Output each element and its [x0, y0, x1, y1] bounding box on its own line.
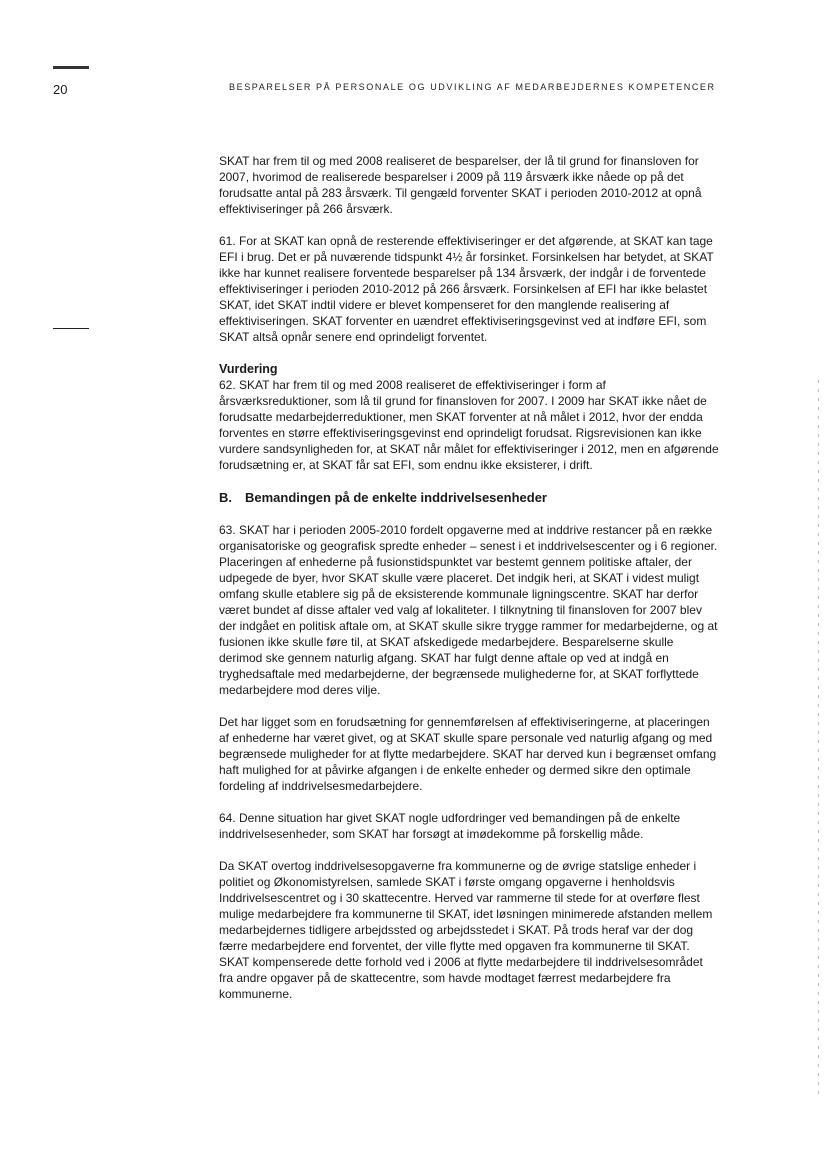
section-heading-b	[219, 489, 719, 506]
scan-edge	[818, 380, 819, 1100]
paragraph-intro: SKAT har frem til og med 2008 realiseret de besparelser, der lå til grund for finansloven for 2007, hvorimod de realiserede besparelser i 2009 på 119 årsværk ikke nåede op på det forudsatte antal på 283 årsværk. Til gengæld forventer SKAT i perioden 2010-2012 at opnå effektiviseringer på 266 årsværk.	[219, 154, 702, 216]
heading-vurdering: Vurdering	[219, 362, 278, 376]
running-title: BESPARELSER PÅ PERSONALE OG UDVIKLING AF MEDARBEJDERNES KOMPETENCER	[229, 82, 716, 92]
paragraph-64: 64. Denne situation har givet SKAT nogle udfordringer ved bemandingen på de enkelte inddrivelsesenheder, som SKAT har forsøgt at imødekomme på forskellig måde.	[219, 811, 681, 841]
document-body	[219, 153, 719, 1018]
paragraph-61: 61. For at SKAT kan opnå de resterende effektiviseringer er det afgørende, at SKAT kan tage EFI i brug. Det er på nuværende tidspunkt 4½ år forsinket. Forsinkelsen har betydet, at SKAT ikke har kunnet realisere forventede besparelser på 134 årsværk, der indgår i de forventede effektiviseringer i perioden 2010-2012 på 266 årsværk. Forsinkelsen af EFI har ikke belastet SKAT, idet SKAT indtil videre er blevet kompenseret for den manglende realisering af effektiviseringen. SKAT forventer en uændret effektiviseringsgevinst ved at indføre EFI, som SKAT altså opnår senere end oprindeligt forventet.	[219, 234, 714, 344]
section-letter: B.	[219, 490, 232, 505]
page-number: 20	[53, 82, 68, 97]
header-rule	[53, 66, 89, 69]
paragraph-63b: Det har ligget som en forudsætning for gennemførelsen af effektiviseringerne, at placeringen af enhederne har været givet, og at SKAT skulle spare personale ved naturlig afgang og med begrænsede muligheder for at flytte medarbejdere. SKAT har derved kun i begrænset omfang haft mulighed for at påvirke afgangen i de enkelte enheder og dermed sikre den optimale fordeling af inddrivelsesmedarbejdere.	[219, 715, 717, 793]
section-title: Bemandingen på de enkelte inddrivelsesenheder	[245, 490, 547, 505]
margin-mark	[53, 328, 89, 329]
paragraph-64b: Da SKAT overtog inddrivelsesopgaverne fra kommunerne og de øvrige statslige enheder i politiet og Økonomistyrelsen, samlede SKAT i første omgang opgaverne i henholdsvis Inddrivelsescentret og i 30 skattecentre. Herved var rammerne til stede for at overføre flest mulige medarbejdere fra kommunerne til SKAT, idet løsningen minimerede afstanden mellem medarbejdernes tidligere arbejdssted og arbejdsstedet i SKAT. På trods heraf var der dog færre medarbejdere end forventet, der ville flytte med opgaven fra kommunerne til SKAT. SKAT kompenserede dette forhold ved i 2006 at flytte medarbejdere til inddrivelsesområdet fra andre opgaver på de skattecentre, som havde modtaget færrest medarbejdere fra kommunerne.	[219, 859, 713, 1001]
paragraph-62: 62. SKAT har frem til og med 2008 realiseret de effektiviseringer i form af årsværksreduktioner, som lå til grund for finansloven for 2007. I 2009 har SKAT ikke nået de forudsatte medarbejderreduktioner, men SKAT forventer at nå målet i 2012, hvor der endda forventes en større effektiviseringsgevinst end oprindeligt forudsat. Rigsrevisionen kan ikke vurdere sandsynligheden for, at SKAT når målet for effektiviseringer i 2012, men en afgørende forudsætning er, at SKAT får sat EFI, som endnu ikke eksisterer, i drift.	[219, 378, 719, 472]
paragraph-63: 63. SKAT har i perioden 2005-2010 fordelt opgaverne med at inddrive restancer på en række organisatoriske og geografisk spredte enheder – senest i et inddrivelsescenter og i 6 regioner. Placeringen af enhederne på fusionstidspunktet var bestemt gennem politiske aftaler, der udpegede de byer, hvor SKAT skulle være placeret. Det indgik heri, at SKAT i videst muligt omfang skulle etablere sig på de eksisterende kommunale ligningscentre. SKAT har derfor været bundet af disse aftaler ved valg af lokaliteter. I tilknytning til finansloven for 2007 blev der indgået en politisk aftale om, at SKAT skulle sikre trygge rammer for medarbejderne, og at fusionen ikke skulle føre til, at SKAT afskedigede medarbejdere. Besparelserne skulle derimod ske gennem naturlig afgang. SKAT har fulgt denne aftale op ved at indgå en tryghedsaftale med medarbejderne, der begrænsede mulighederne for, at SKAT forflyttede medarbejdere mod deres vilje.	[219, 523, 718, 697]
